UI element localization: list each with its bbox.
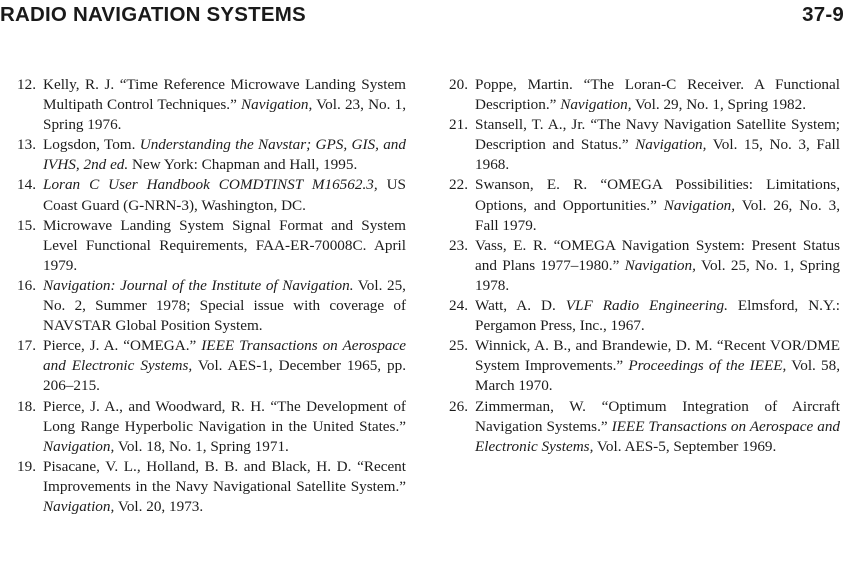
reference-number: 16. [17,276,36,294]
reference-text: Navigation: Journal of the Institute of Navigation. Vol. 25, No. 2, Summer 1978; Special issue with coverage of NAVSTAR Global Position System. [43,276,406,335]
reference-text: Vass, E. R. “OMEGA Navigation System: Present Status and Plans 1977–1980.” Navigation, Vol. 25, No. 1, Spring 1978. [475,236,840,294]
reference-text: Kelly, R. J. “Time Reference Microwave Landing System Multipath Control Techniques.” Navigation, Vol. 23, No. 1, Spring 1976. [43,76,406,134]
references-right-column [440,75,840,457]
reference-text: Pierce, J. A. “OMEGA.” IEEE Transactions on Aerospace and Electronic Systems, Vol. AES-1, December 1965, pp. 206–215. [43,337,407,395]
reference-number: 19. [17,457,36,475]
reference-text: Stansell, T. A., Jr. “The Navy Navigation Satellite System; Description and Status.” Navigation, Vol. 15, No. 3, Fall 1968. [475,116,840,174]
reference-number: 25. [449,337,468,355]
reference-item [440,397,840,457]
reference-text: Pierce, J. A., and Woodward, R. H. “The Development of Long Range Hyperbolic Navigation in the United States.” Navigation, Vol. 18, No. 1, Spring 1971. [43,397,406,455]
reference-text: Poppe, Martin. “The Loran-C Receiver. A Functional Description.” Navigation, Vol. 29, No. 1, Spring 1982. [475,76,840,114]
reference-number: 24. [449,297,468,315]
reference-item [8,336,406,396]
references-left-column [8,75,406,517]
reference-item [440,336,840,396]
reference-text: Microwave Landing System Signal Format and System Level Functional Requirements, FAA-ER-70008C. April 1979. [43,216,406,274]
reference-item [8,216,406,276]
reference-text: Swanson, E. R. “OMEGA Possibilities: Limitations, Options, and Opportunities.” Navigation, Vol. 26, No. 3, Fall 1979. [475,176,841,234]
reference-number: 23. [449,236,468,254]
reference-number: 26. [449,397,468,415]
reference-number: 15. [17,216,36,234]
reference-number: 14. [17,176,36,194]
reference-item [8,397,406,457]
reference-item [440,236,840,296]
page-header [0,0,846,30]
reference-text: Logsdon, Tom. Understanding the Navstar; GPS, GIS, and IVHS, 2nd ed. New York: Chapman and Hall, 1995. [43,136,406,174]
reference-item [8,457,406,517]
reference-item [440,75,840,115]
reference-number: 12. [17,76,36,93]
reference-text: Pisacane, V. L., Holland, B. B. and Black, H. D. “Recent Improvements in the Navy Navigational Satellite System.” Navigation, Vol. 20, 1973. [43,457,406,515]
reference-item [8,276,406,336]
reference-item [8,135,406,175]
reference-text: Watt, A. D. VLF Radio Engineering. Elmsford, N.Y.: Pergamon Press, Inc., 1967. [475,297,840,335]
reference-number: 21. [449,116,468,134]
reference-number: 18. [17,397,36,415]
reference-item [440,115,840,175]
reference-number: 20. [449,76,468,93]
reference-number: 22. [449,176,468,194]
reference-item [8,75,406,135]
reference-item [8,175,406,215]
reference-item [440,175,840,235]
page-number: 37-9 [802,3,844,26]
reference-text: Zimmerman, W. “Optimum Integration of Aircraft Navigation Systems.” IEEE Transactions on Aerospace and Electronic Systems, Vol. AES-5, September 1969. [475,397,841,455]
reference-number: 13. [17,136,36,154]
reference-text: Loran C User Handbook COMDTINST M16562.3, US Coast Guard (G-NRN-3), Washington, DC. [43,176,407,214]
reference-number: 17. [17,337,36,355]
reference-item [440,296,840,336]
reference-text: Winnick, A. B., and Brandewie, D. M. “Recent VOR/DME System Improvements.” Proceedings of the IEEE, Vol. 58, March 1970. [475,337,840,395]
section-title: RADIO NAVIGATION SYSTEMS [0,3,306,26]
